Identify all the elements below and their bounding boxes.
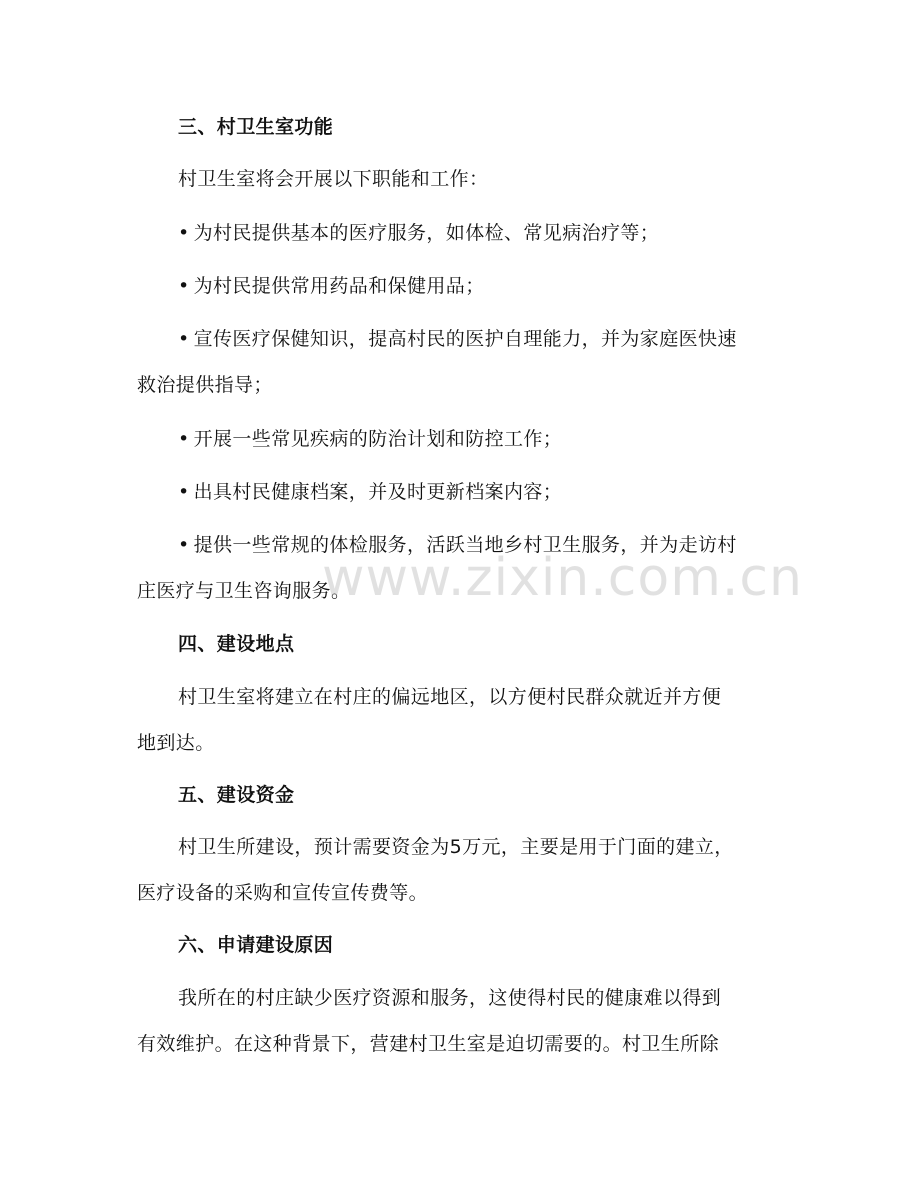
- section-heading-funding: 五、建设资金: [178, 784, 295, 806]
- section-intro-paragraph: 村卫生室将会开展以下职能和工作：: [178, 168, 489, 190]
- section-heading-functions: 三、村卫生室功能: [178, 116, 334, 138]
- bullet-dot-icon: •: [178, 481, 190, 503]
- bullet-text-continuation: 庄医疗与卫生咨询服务。: [137, 580, 351, 602]
- paragraph-line: 有效维护。在这种背景下，营建村卫生室是迫切需要的。村卫生所除: [137, 1033, 720, 1055]
- bullet-dot-icon: •: [178, 328, 190, 350]
- bullet-text: 提供一些常规的体检服务，活跃当地乡村卫生服务，并为走访村: [193, 534, 737, 556]
- bullet-item: [178, 220, 838, 246]
- section-heading-reason: 六、申请建设原因: [178, 934, 334, 956]
- bullet-dot-icon: •: [178, 428, 190, 450]
- bullet-item: [178, 532, 838, 558]
- watermark: www.zixin.com.cn: [322, 548, 803, 608]
- paragraph-line: 村卫生所建设，预计需要资金为5万元，主要是用于门面的建立，: [178, 836, 734, 858]
- bullet-item: [178, 326, 838, 352]
- bullet-item: [178, 479, 838, 505]
- bullet-text-continuation: 救治提供指导；: [137, 374, 273, 396]
- bullet-item: [178, 426, 838, 452]
- bullet-dot-icon: •: [178, 222, 190, 244]
- bullet-text: 为村民提供常用药品和保健用品；: [193, 275, 485, 297]
- bullet-text: 为村民提供基本的医疗服务，如体检、常见病治疗等；: [193, 222, 660, 244]
- bullet-text: 出具村民健康档案，并及时更新档案内容；: [193, 481, 563, 503]
- bullet-text: 开展一些常见疾病的防治计划和防控工作；: [193, 428, 563, 450]
- paragraph-line: 我所在的村庄缺少医疗资源和服务，这使得村民的健康难以得到: [178, 987, 722, 1009]
- bullet-dot-icon: •: [178, 275, 190, 297]
- bullet-text: 宣传医疗保健知识，提高村民的医护自理能力，并为家庭医快速: [193, 328, 737, 350]
- bullet-item: [178, 273, 838, 299]
- paragraph-line: 医疗设备的采购和宣传宣传费等。: [137, 882, 429, 904]
- paragraph-line: 村卫生室将建立在村庄的偏远地区，以方便村民群众就近并方便: [178, 686, 722, 708]
- section-heading-location: 四、建设地点: [178, 633, 295, 655]
- paragraph-line: 地到达。: [137, 732, 215, 754]
- bullet-dot-icon: •: [178, 534, 190, 556]
